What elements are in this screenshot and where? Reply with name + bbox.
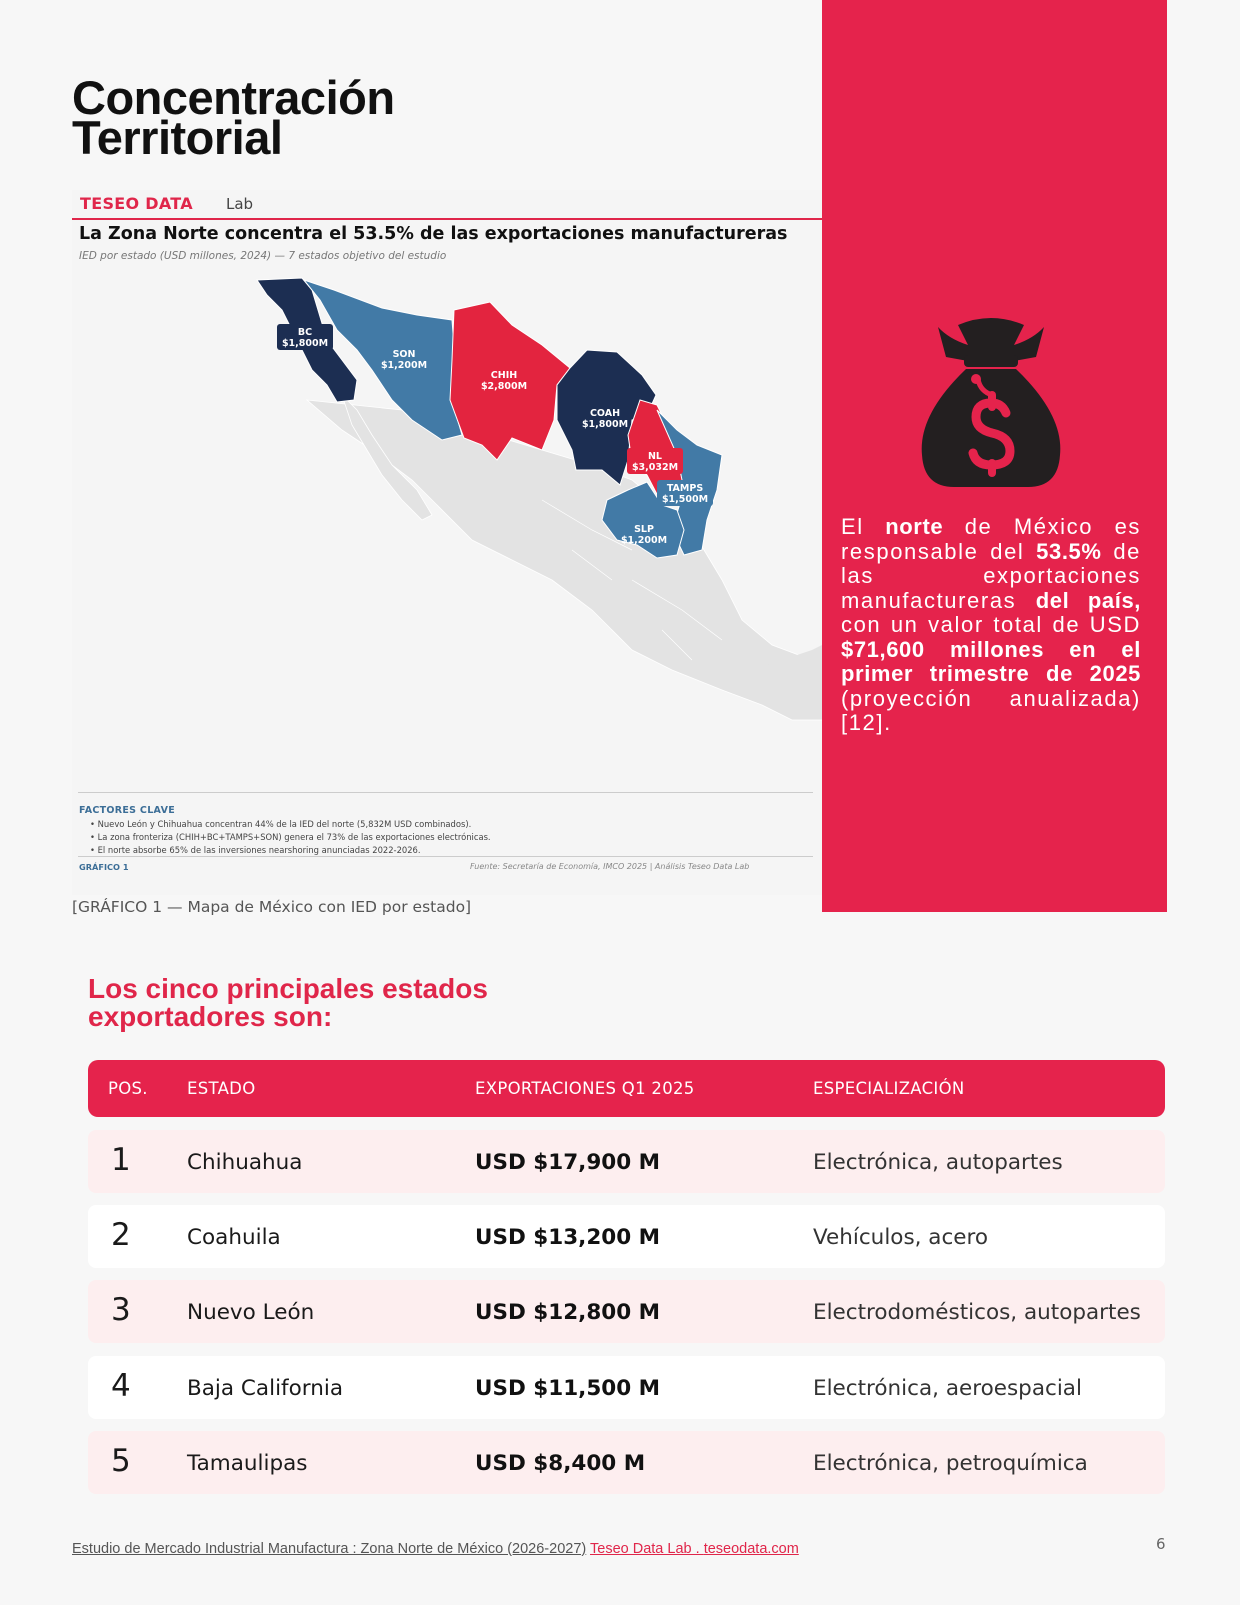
page-title [72, 71, 395, 164]
callout-bold-part: del país, [1035, 587, 1141, 613]
state-value-bc: $1,800M [281, 338, 329, 349]
figure-subtitle: IED por estado (USD millones, 2024) — 7 estados objetivo del estudio [79, 250, 447, 262]
row-specialization: Vehículos, acero [813, 1225, 989, 1250]
state-code-nl: NL [647, 451, 663, 462]
header-specialization: ESPECIALIZACIÓN [813, 1079, 965, 1098]
row-exports: USD $8,400 M [475, 1451, 646, 1476]
table-row [88, 1205, 1165, 1268]
state-code-coah: COAH [589, 408, 621, 419]
state-value-son: $1,200M [380, 360, 428, 371]
callout-text [841, 515, 1141, 736]
row-exports: USD $12,800 M [475, 1300, 661, 1325]
figure-source: Fuente: Secretaría de Economía, IMCO 2025 | Análisis Teseo Data Lab [470, 862, 750, 871]
callout-text-part: El [841, 514, 886, 539]
row-position: 4 [111, 1368, 131, 1404]
state-code-tamps: TAMPS [666, 483, 704, 494]
callout-bold-part: 53.5% [1036, 538, 1102, 564]
row-state: Chihuahua [187, 1150, 303, 1175]
factor-item: • El norte absorbe 65% de las inversiones nearshoring anunciadas 2022-2026. [90, 844, 491, 857]
header-pos: POS. [108, 1079, 148, 1098]
figure-title: La Zona Norte concentra el 53.5% de las exportaciones manufactureras [79, 224, 788, 244]
factors-list [90, 818, 491, 857]
callout-panel [822, 0, 1167, 912]
callout-text-part: (proyección anualizada) [12]. [841, 685, 1141, 735]
figure-brand-sub: Lab [226, 195, 254, 213]
money-bag-icon [918, 315, 1064, 487]
row-position: 2 [111, 1217, 131, 1253]
page-title-line2: Territorial [72, 111, 283, 164]
state-value-slp: $1,200M [620, 535, 668, 546]
state-value-coah: $1,800M [581, 419, 629, 430]
row-state: Baja California [187, 1376, 344, 1401]
footer-study-link[interactable]: Estudio de Mercado Industrial Manufactura : Zona Norte de México (2026-2027) [72, 1541, 587, 1557]
row-state: Nuevo León [187, 1300, 315, 1325]
row-state: Tamaulipas [187, 1451, 308, 1476]
factors-title: FACTORES CLAVE [79, 805, 176, 816]
table-header [88, 1060, 1165, 1117]
footer [72, 1541, 799, 1557]
callout-text-part: de México es responsable del [841, 514, 1142, 564]
row-specialization: Electrodomésticos, autopartes [813, 1300, 1141, 1325]
table-row [88, 1280, 1165, 1343]
state-code-son: SON [392, 349, 416, 360]
figure-divider [78, 856, 813, 857]
row-exports: USD $13,200 M [475, 1225, 661, 1250]
factor-item: • Nuevo León y Chihuahua concentran 44% de la IED del norte (5,832M USD combinados). [90, 818, 491, 831]
state-label-nl [627, 448, 683, 474]
page-number: 6 [1156, 1535, 1166, 1553]
state-value-tamps: $1,500M [661, 494, 709, 505]
state-value-chih: $2,800M [480, 381, 528, 392]
table-row [88, 1356, 1165, 1419]
callout-text-part: con un valor total de USD [841, 612, 1141, 637]
row-exports: USD $11,500 M [475, 1376, 661, 1401]
figure-caption: [GRÁFICO 1 — Mapa de México con IED por estado] [72, 898, 472, 916]
header-state: ESTADO [187, 1079, 256, 1098]
row-exports: USD $17,900 M [475, 1150, 661, 1175]
figure-label: GRÁFICO 1 [79, 862, 129, 872]
footer-brand-link[interactable]: Teseo Data Lab . [590, 1541, 704, 1557]
state-label-bc [277, 324, 333, 350]
figure-divider [78, 792, 813, 793]
row-position: 1 [111, 1142, 131, 1178]
row-position: 5 [111, 1443, 131, 1479]
mexico-map [72, 250, 832, 790]
row-specialization: Electrónica, aeroespacial [813, 1376, 1082, 1401]
state-value-nl: $3,032M [631, 462, 679, 473]
state-code-bc: BC [297, 327, 313, 338]
row-state: Coahuila [187, 1225, 281, 1250]
mexico-base-shape [307, 400, 832, 720]
state-label-tamps [657, 480, 713, 506]
factor-item: • La zona fronteriza (CHIH+BC+TAMPS+SON) genera el 73% de las exportaciones electrónicas. [90, 831, 491, 844]
state-code-slp: SLP [634, 524, 654, 535]
row-specialization: Electrónica, petroquímica [813, 1451, 1088, 1476]
row-position: 3 [111, 1292, 131, 1328]
callout-bold-part: $71,600 millones en el primer trimestre de 2025 [841, 636, 1141, 686]
page-title-line1: Concentración [72, 71, 395, 124]
footer-site-link[interactable]: teseodata.com [703, 1541, 799, 1557]
figure-brand: TESEO DATA [80, 194, 193, 213]
section-heading: Los cinco principales estados exportadores son: [88, 973, 488, 1032]
state-code-chih: CHIH [490, 370, 518, 381]
table-row [88, 1431, 1165, 1494]
row-specialization: Electrónica, autopartes [813, 1150, 1063, 1175]
callout-bold-part: norte [885, 514, 944, 539]
table-row [88, 1130, 1165, 1193]
header-exports: EXPORTACIONES Q1 2025 [475, 1079, 695, 1098]
callout-text-part: de las exportaciones manufactureras [841, 538, 1142, 613]
